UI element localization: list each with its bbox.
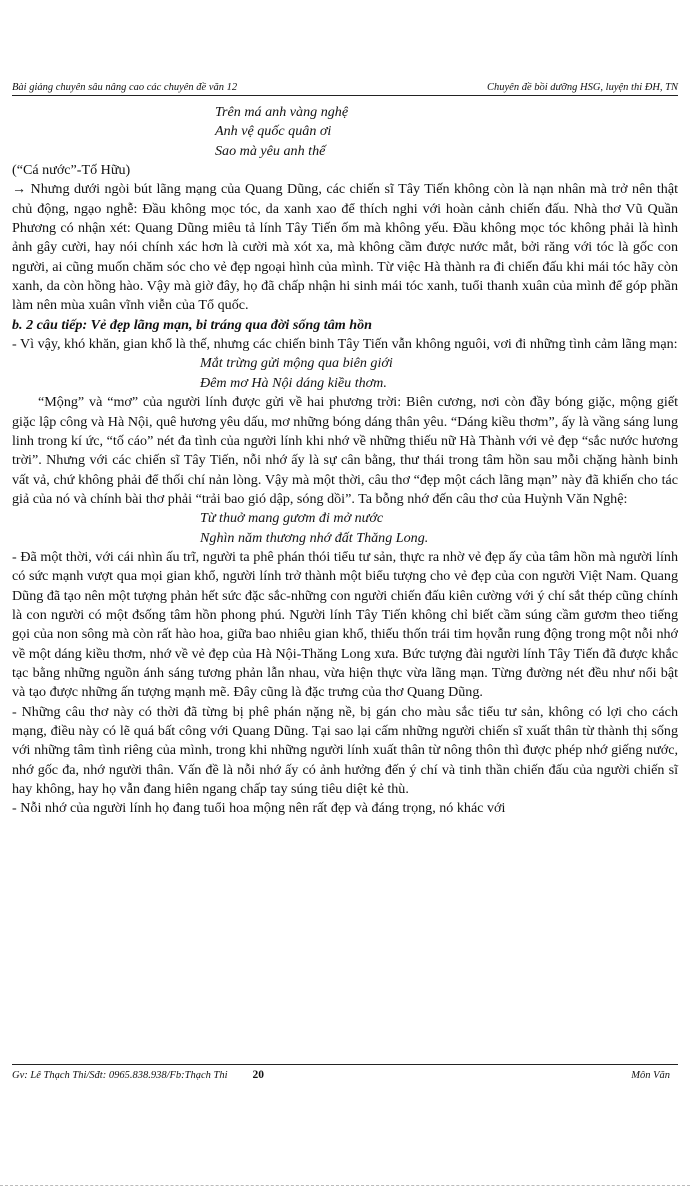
poem-line: Đêm mơ Hà Nội dáng kiều thơm. [200, 374, 387, 391]
poem-line: Từ thuở mang gươm đi mở nước [200, 510, 384, 527]
page-footer [12, 1064, 678, 1081]
header-left: Bài giảng chuyên sâu nâng cao các chuyên đề văn 12 [12, 82, 238, 93]
paragraph: - Nỗi nhớ của người lính họ đang tuổi hoa mộng nên rất đẹp và đáng trọng, nó khác với [12, 800, 506, 817]
footer-subject: Môn Văn [631, 1070, 670, 1081]
header-right: Chuyên đề bồi dưỡng HSG, luyện thi ĐH, TN [487, 82, 678, 93]
poem-source: (“Cá nước”-Tố Hữu) [12, 162, 131, 179]
paragraph: “Mộng” và “mơ” của người lính được gửi về hai phương trời: Biên cương, nơi còn đầy bóng giặc, mộng giết giặc lập công và Hà Nội, quê hương yêu dấu, mơ những bóng dáng thân yêu. “Dáng kiều thơm”, ấy là vầng sáng lung linh trong kí ức, “tố cáo” nét đa tình của người lính khi nhớ về những thiếu nữ Hà Thành với vẻ đẹp “sắc nước hương trời”. Nhưng với các chiến sĩ Tây Tiến, nỗi nhớ ấy là sự cân bằng, thư thái trong tâm hồn sau mỗi chặng hành binh vất vả, chứ không phải để thối chí nản lòng. Vậy mà một thời, câu thơ “đẹp một cách lãng mạn” này đã khiến cho tác giả của nó và chính bài thơ phải “trải bao gió dập, sóng dồi”. Ta bỗng nhớ đến câu thơ của Huỳnh Văn Nghệ: [12, 394, 678, 507]
poem-line: Nghìn năm thương nhớ đất Thăng Long. [200, 529, 429, 546]
paragraph: - Vì vậy, khó khăn, gian khổ là thế, nhưng các chiến binh Tây Tiến vẫn không nguôi, vơi đi những tình cảm lãng mạn: [12, 336, 678, 353]
poem-line: Trên má anh vàng nghệ [215, 104, 349, 120]
poem-line: Anh vệ quốc quân ơi [215, 123, 332, 140]
page-body [12, 103, 678, 819]
paragraph: - Đã một thời, với cái nhìn ấu trĩ, người ta phê phán thói tiểu tư sản, thực ra nhờ vẻ đẹp ấy của tâm hồn mà người lính có sức mạnh vượt qua mọi gian khổ, người lính trở thành một biểu tượng cho vẻ đẹp của con người Việt Nam. Quang Dũng đã tạo nên một tượng phản hết sức đặc sắc-những con người chiến đấu kiên cường với ý chí sắt thép cũng chính là con người có một đsống tâm hồn phong phú. Người lính Tây Tiến không chỉ biết cầm súng cầm gươm theo tiếng gọi của non sông mà còn rất hào hoa, giữa bao nhiêu gian khổ, thiếu thốn trái tim họvẫn rung động trong một nỗi nhớ về một dáng kiều thơm, nhớ về vẻ đẹp của Hà Nội-Thăng Long xưa. Bức tượng đài người lính Tây Tiến đã được khắc tạc bằng những nguồn ánh sáng tương phản lẫn nhau, vừa hiện thực vừa lãng mạn. Từng đường nét đều như nổi bật và tạo được những ấn tượng mạnh mẽ. Đây cũng là đặc trưng của thơ Quang Dũng. [12, 548, 678, 701]
section-heading: b. 2 câu tiếp: Vẻ đẹp lãng mạn, bi tráng qua đời sống tâm hồn [12, 316, 372, 333]
footer-author: Gv: Lê Thạch Thi/Sđt: 0965.838.938/Fb:Thạch Thi [12, 1070, 228, 1081]
paragraph: - Những câu thơ này có thời đã từng bị phê phán nặng nề, bị gán cho màu sắc tiểu tư sản, không có lợi cho cách mạng, điều này có lẽ quá bất công với Quang Dũng. Tại sao lại cấm những người chiến sĩ xuất thân từ thành thị sống với những tâm tình riêng của mình, trong khi những người lính xuất thân từ nông thôn thì được phép nhớ giếng nước, nhớ gốc đa, nhớ người thân. Vấn đề là nỗi nhớ ấy có ảnh hưởng đến ý chí và tinh thần chiến đấu của người chiến sĩ hay không, hay họ vẫn đang hiên ngang chấp tay súng tiêu diệt kẻ thù. [12, 703, 678, 798]
poem-line: Sao mà yêu anh thế [215, 142, 326, 159]
page-header [12, 82, 678, 96]
page-number: 20 [252, 1069, 265, 1081]
paragraph: → Nhưng dưới ngòi bút lãng mạng của Quang Dũng, các chiến sĩ Tây Tiến không còn là nạn nhân mà trở nên thật chủ động, ngạo nghễ: Đầu không mọc tóc, da xanh xao để thích nghi với hoàn cảnh chiến đấu. Nhà thơ Vũ Quần Phương có nhận xét: Quang Dũng miêu tả lính Tây Tiến ốm mà không yếu. Đầu không mọc tóc không phải là hình ảnh gây cười, hay nói chính xác hơn là cười mà xót xa, mà không cầm được nước mắt, bởi răng với tóc là gốc con người, ai cũng muốn chăm sóc cho vẻ đẹp ngoại hình của mình. Từ việc Hà thành ra đi chiến đấu khi mái tóc hãy còn xanh, da còn hồng hào. Vậy mà giờ đây, họ đã chấp nhận hi sinh mái tóc xanh, tuổi thanh xuân của mình để góp phần làm nên mùa xuân vĩnh viễn của Tổ quốc. [12, 181, 678, 314]
poem-line: Mắt trừng gửi mộng qua biên giới [200, 355, 393, 372]
page-divider [0, 1185, 690, 1186]
